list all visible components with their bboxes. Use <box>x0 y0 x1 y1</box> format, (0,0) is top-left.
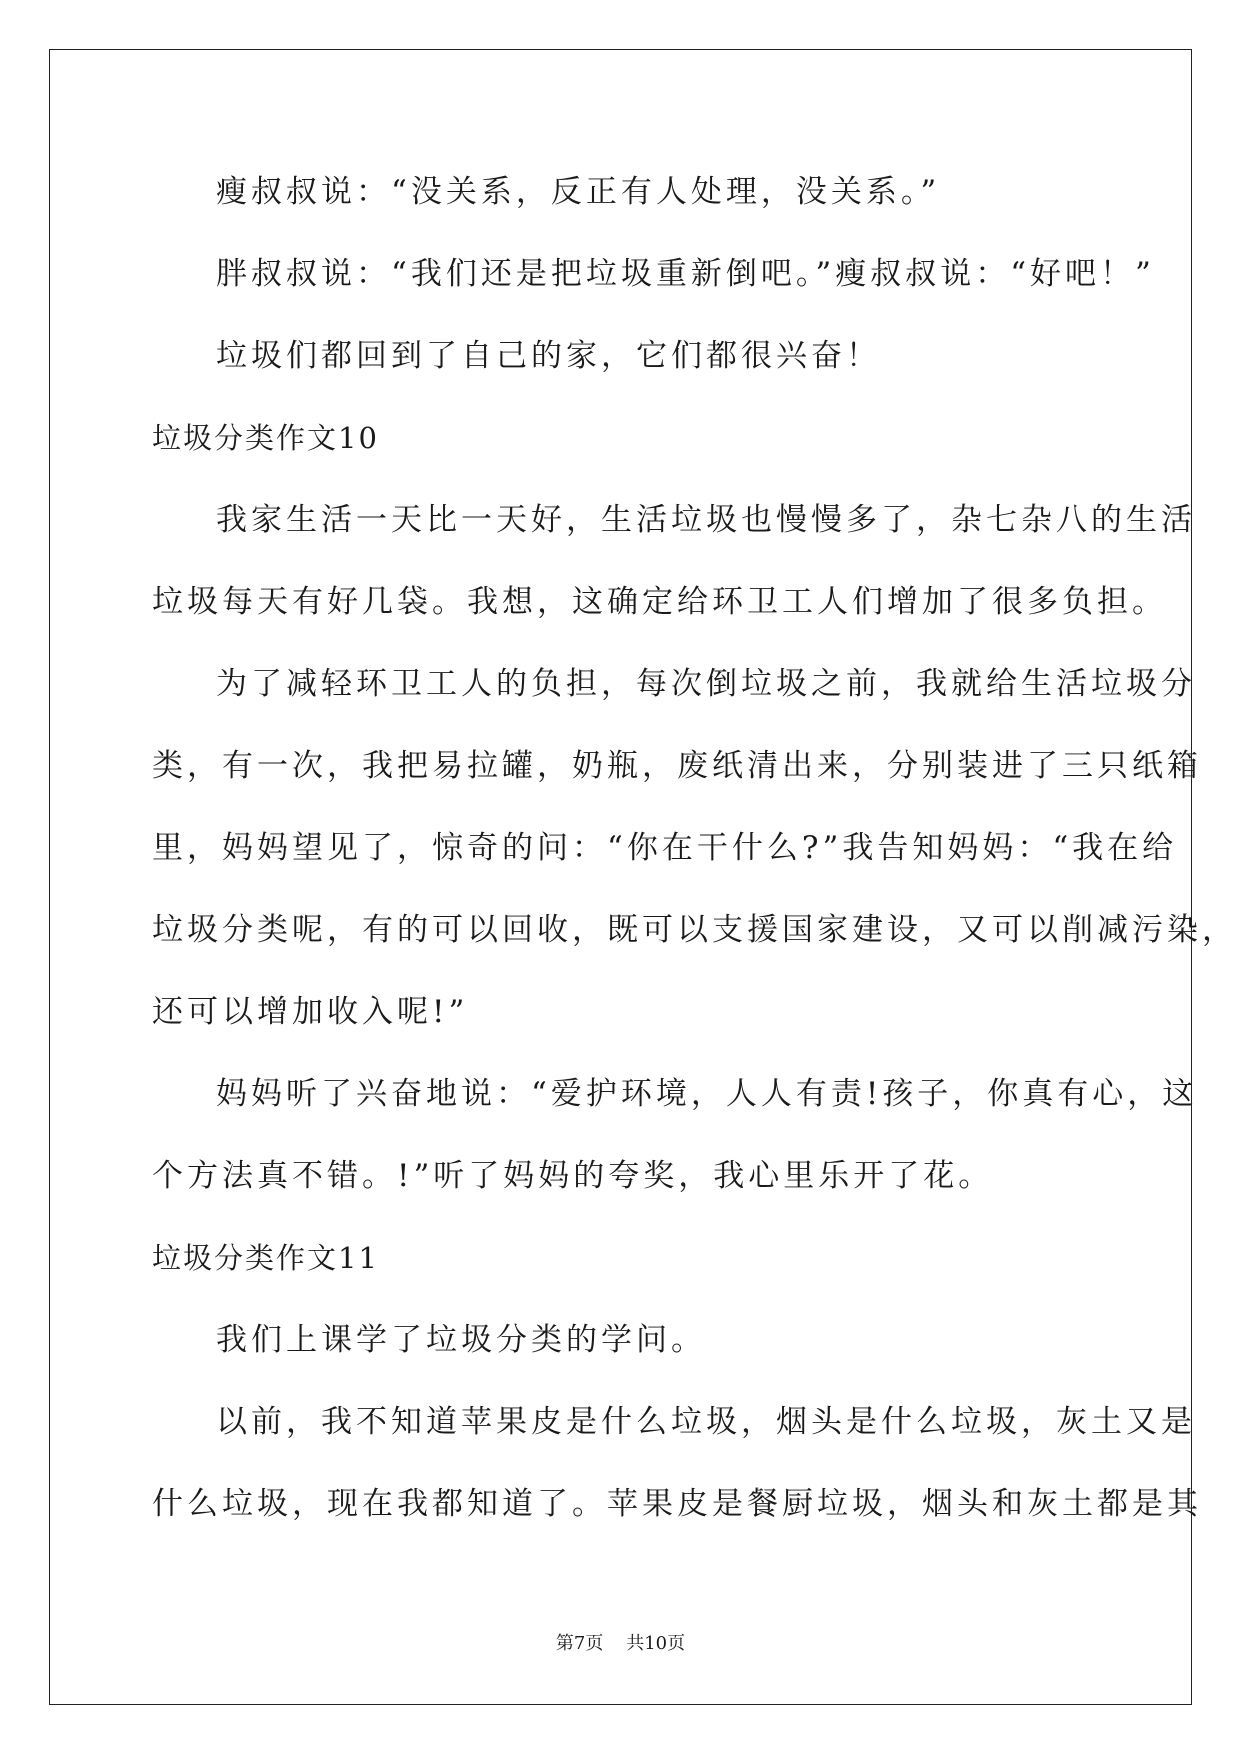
page-number-footer: 第7页 共10页 <box>555 1633 686 1654</box>
paragraph-line: 以前，我不知道苹果皮是什么垃圾，烟头是什么垃圾，灰土又是 <box>216 1404 1196 1440</box>
paragraph-line: 妈妈听了兴奋地说：“爱护环境，人人有责!孩子，你真有心，这 <box>216 1076 1198 1112</box>
paragraph-line: 类，有一次，我把易拉罐，奶瓶，废纸清出来，分别装进了三只纸箱 <box>152 748 1202 784</box>
section-heading: 垃圾分类作文11 <box>152 1241 379 1275</box>
paragraph-line: 个方法真不错。!”听了妈妈的夸奖，我心里乐开了花。 <box>152 1158 994 1194</box>
paragraph-line: 还可以增加收入呢!” <box>152 994 469 1030</box>
paragraph-line: 胖叔叔说：“我们还是把垃圾重新倒吧。”瘦叔叔说：“好吧！” <box>216 256 1155 292</box>
paragraph-line: 我家生活一天比一天好，生活垃圾也慢慢多了，杂七杂八的生活 <box>216 502 1196 538</box>
paragraph-line: 垃圾分类呢，有的可以回收，既可以支援国家建设，又可以削减污染， <box>152 912 1237 948</box>
paragraph-line: 垃圾们都回到了自己的家，它们都很兴奋！ <box>216 338 881 374</box>
section-heading: 垃圾分类作文10 <box>152 421 379 455</box>
paragraph-line: 垃圾每天有好几袋。我想，这确定给环卫工人们增加了很多负担。 <box>152 584 1167 620</box>
paragraph-line: 里，妈妈望见了，惊奇的问：“你在干什么?”我告知妈妈：“我在给 <box>152 830 1178 866</box>
paragraph-line: 为了减轻环卫工人的负担，每次倒垃圾之前，我就给生活垃圾分 <box>216 666 1196 702</box>
page-border <box>49 49 1192 1705</box>
paragraph-line: 我们上课学了垃圾分类的学问。 <box>216 1322 706 1358</box>
paragraph-line: 瘦叔叔说：“没关系，反正有人处理，没关系。” <box>216 174 941 210</box>
paragraph-line: 什么垃圾，现在我都知道了。苹果皮是餐厨垃圾，烟头和灰土都是其 <box>152 1486 1202 1522</box>
